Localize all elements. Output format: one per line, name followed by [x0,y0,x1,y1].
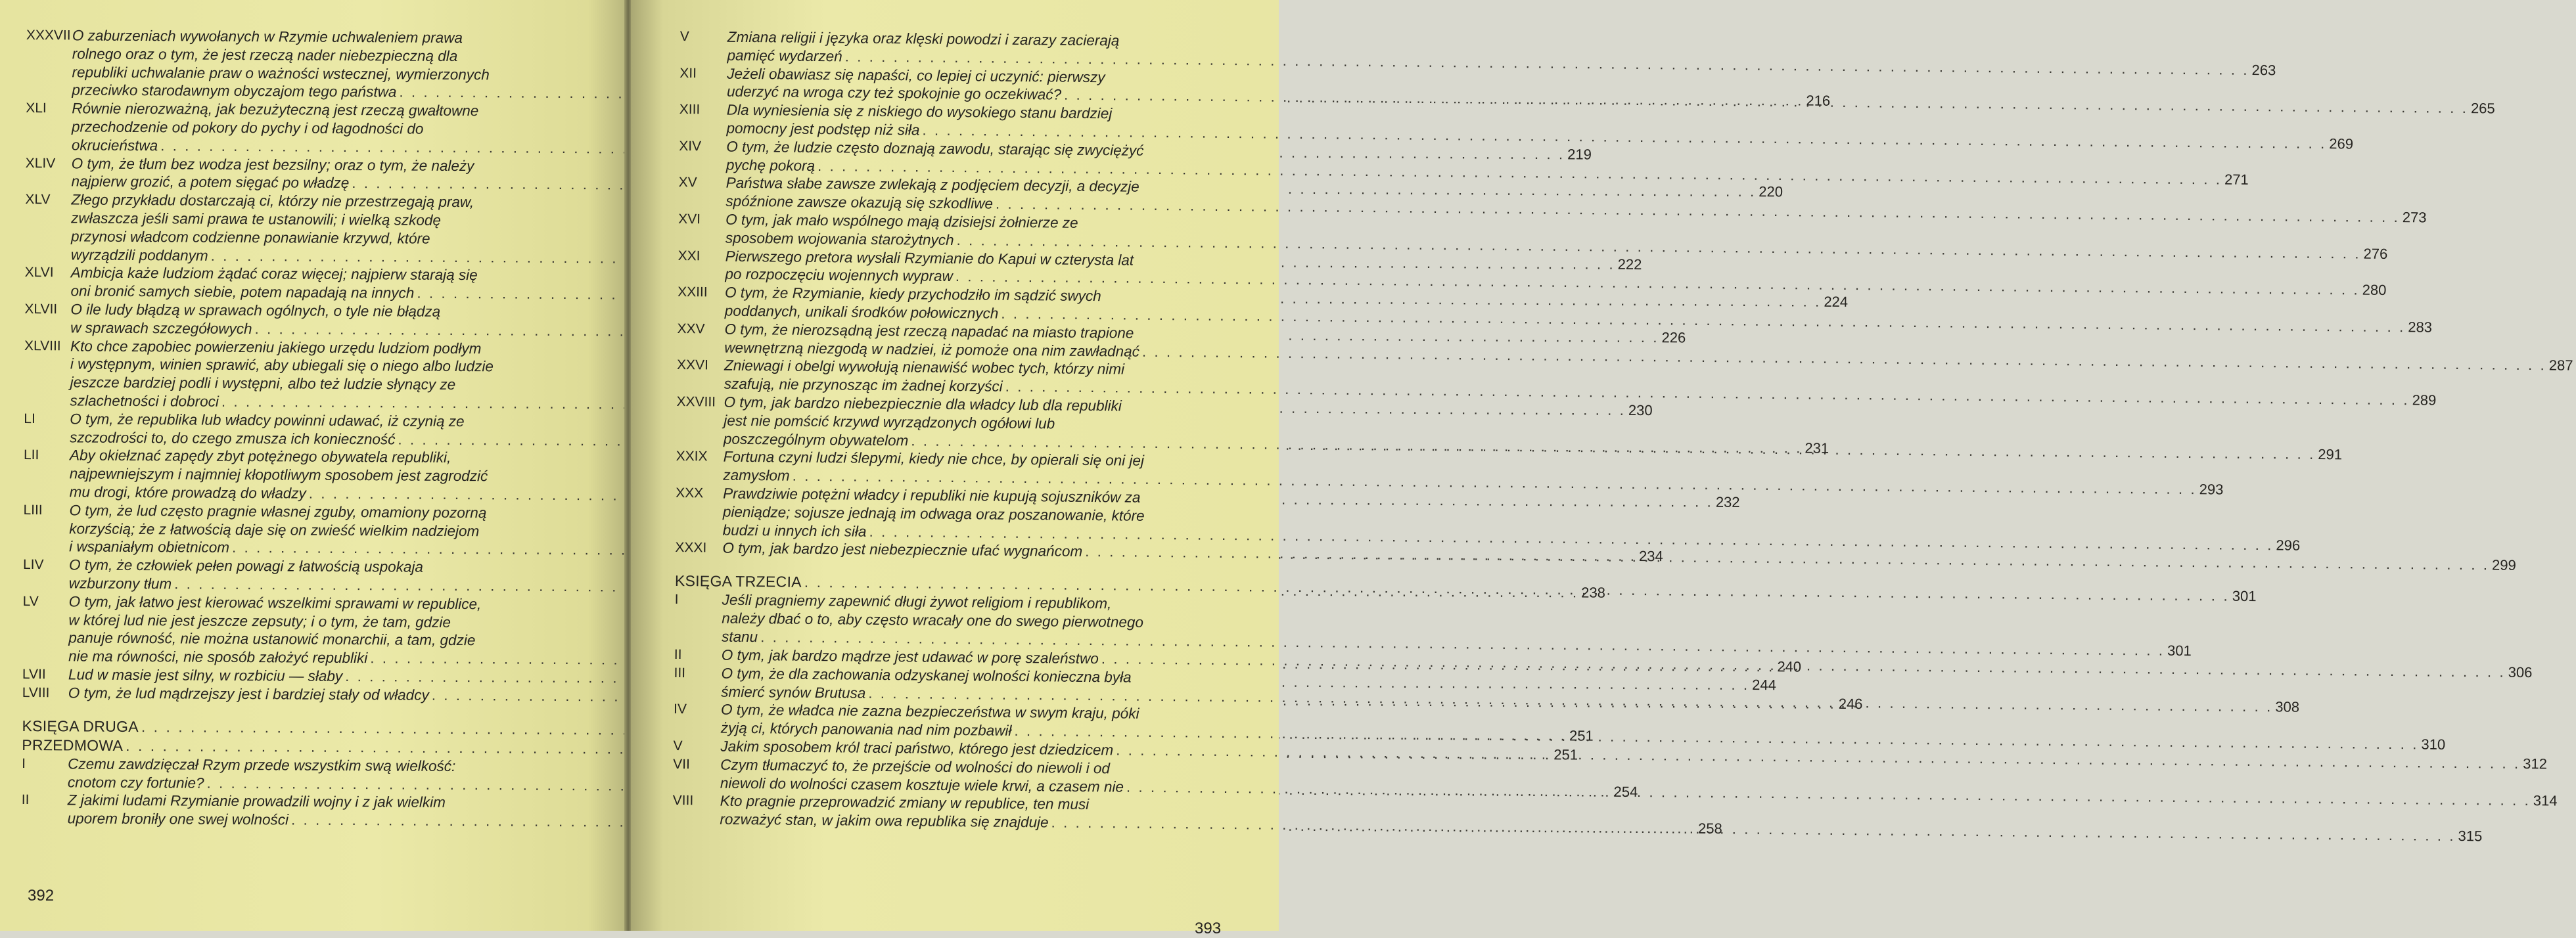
chapter-number: XII [679,65,697,81]
chapter-title-line: oni bronić samych siebie, potem napadają na innych [70,282,415,302]
chapter-title-line: O tym, że lud mądrzejszy jest i bardziej stały od władcy [68,684,429,704]
chapter-title-line: okrucieństwa [71,137,158,154]
chapter-number: LIV [22,557,44,573]
page-reference: 220 [1759,183,1783,200]
chapter-title-line: Lud w masie jest silny, w rozbiciu — słaby [68,666,343,684]
chapter-title-line: poddanych, unikali środków połowicznych [724,302,999,322]
chapter-number: LVIII [22,684,50,701]
chapter-number: V [679,28,689,45]
page-reference: 231 [1805,439,1829,457]
chapter-title-line: budzi u innych ich siła [722,522,867,540]
chapter-title-line: korzyścią; że z łatwością daje się on zwieść wielkim nadziejom [69,520,480,539]
page-reference: 271 [2224,171,2249,188]
chapter-title-line: O ile ludy błądzą w sprawach ogólnych, o tyle nie błądzą [70,301,441,320]
chapter-title-line: jest nie pomścić krzywd wyrządzonych ogółowi lub [724,412,1055,432]
page-reference: 293 [2199,481,2224,498]
chapter-title-line: Kto pragnie przeprowadzić zmiany w republice, ten musi [720,793,1090,813]
chapter-title-line: Jakim sposobem król traci państwo, którego jest dziedzicem [720,738,1114,759]
chapter-number: VIII [672,793,694,809]
page-reference: 226 [1661,328,1686,346]
chapter-title-line: szczodrości to, do czego zmusza ich konieczność [70,428,396,447]
page-reference: 287 [2548,356,2573,374]
page-reference: 310 [2421,736,2446,753]
chapter-title-line: najpierw grozić, a potem sięgać po władzę [71,173,350,192]
chapter-number: XLI [26,100,47,116]
page-reference: 244 [1752,676,1777,694]
chapter-number: XLVII [24,301,58,317]
page-reference: 232 [1715,493,1740,510]
chapter-title-line: należy dbać o to, aby często wracały one do swego pierwotnego [722,610,1144,631]
chapter-title-line: szafują, nie przynosząc im żadnej korzyści [724,375,1003,395]
book-three-heading-title: KSIĘGA TRZECIA [674,572,802,591]
chapter-number: XXV [677,321,705,337]
chapter-number: XXVI [676,357,709,373]
chapter-number: LV [22,593,39,609]
page-reference: 273 [2402,209,2427,226]
page-reference: 308 [2275,698,2300,715]
left-page-number: 392 [28,887,55,904]
chapter-title-line: Pierwszego pretora wysłali Rzymianie do Kapui w czterysta lat [725,248,1134,269]
chapter-title-line: pomocny jest podstęp niż siła [726,120,920,139]
chapter-title-line: Fortuna czyni ludzi ślepymi, kiedy nie chce, by opierali się oni jej [723,448,1145,470]
chapter-title-line: Prawdziwie potężni władcy i republiki nie kupują sojuszników za [723,485,1141,506]
page-reference: 224 [1824,293,1849,311]
chapter-number: II [674,646,682,662]
chapter-number: XLVIII [24,338,61,353]
chapter-title-line: cnotom czy fortunie? [67,774,204,792]
chapter-title-line: jeszcze bardziej podli i występni, albo też ludzie słynący ze [70,374,456,393]
chapter-number: XXXVII [26,27,71,43]
chapter-title-line: O tym, że nierozsądną jest rzeczą napadać na miasto trapione [724,321,1134,342]
chapter-number: IV [673,702,687,717]
chapter-title-line: Dla wyniesienia się z niskiego do wysokiego stanu bardziej [726,101,1113,122]
chapter-number: XXVIII [676,393,716,410]
chapter-number: LVII [22,666,46,682]
chapter-title-line: O tym, jak bardzo mądrze jest udawać w porę szaleństwo [721,646,1099,667]
chapter-title-line: przechodzenie od pokory do pychy i od łagodności do [71,118,424,137]
chapter-title-line: żyją ci, których panowania nad nim pozbawił [720,719,1012,739]
chapter-title-line: uporem broniły one swej wolności [67,810,289,828]
page-reference: 314 [2533,792,2558,809]
page-reference: 312 [2523,755,2548,772]
chapter-title-line: w której lud nie jest jeszcze zepsuty; i o tym, że tam, gdzie [68,611,451,631]
page-reference: 234 [1638,548,1663,565]
chapter-title-line: spóźnione zawsze okazują się szkodliwe [725,192,994,212]
chapter-title-line: O tym, że tłum bez wodza jest bezsilny; oraz o tym, że należy [71,155,474,174]
chapter-title-line: O tym, że człowiek pełen powagi z łatwością uspokaja [68,556,424,575]
chapter-number: LI [24,411,35,426]
page-reference: 222 [1617,256,1642,273]
chapter-title-line: poszczególnym obywatelom [723,430,909,449]
page-reference: 251 [1569,727,1594,744]
chapter-number: I [674,592,679,608]
chapter-title-line: po rozpoczęciu wojennych wypraw [725,266,953,285]
chapter-number: I [22,755,26,771]
page-reference: 306 [2508,663,2533,681]
page-reference: 301 [2167,642,2192,659]
chapter-title-line: zamysłom [723,466,790,484]
chapter-title-line: O tym, że ludzie często doznają zawodu, starając się zwyciężyć [726,138,1144,159]
page-reference: 283 [2408,319,2433,336]
chapter-title-line: pychę pokorą [725,156,816,174]
chapter-title-line: Aby okiełznać zapędy zbyt potężnego obywatela republiki, [69,447,451,466]
chapter-title-line: Z jakimi ludami Rzymianie prowadzili wojny i z jak wielkim [67,792,446,811]
page-reference: 265 [2470,100,2495,117]
chapter-title-line: i występnym, winien sprawić, aby ubiegali się o niego albo ludzie [70,355,494,375]
chapter-title-line: śmierć synów Brutusa [721,683,866,702]
chapter-title-line: Czemu zawdzięczał Rzym przede wszystkim swą wielkość: [68,755,456,774]
chapter-title-line: nie ma równości, nie sposób założyć republiki [68,648,368,667]
page-reference: 238 [1581,584,1605,601]
chapter-title-line: stanu [721,628,758,646]
chapter-title-line: sposobem wojowania starożytnych [725,229,954,248]
chapter-title-line: O zaburzeniach wywołanych w Rzymie uchwaleniem prawa [72,27,463,47]
page-reference: 291 [2318,445,2343,462]
chapter-title-line: szlachetności i dobroci [70,392,219,410]
chapter-title-line: Złego przykładu dostarczają ci, którzy nie przestrzegają praw, [71,191,474,211]
chapter-title-line: republiki uchwalanie praw o ważności wstecznej, wymierzonych [72,64,490,83]
chapter-title-line: Czym tłumaczyć to, że przejście od wolności do niewoli i od [720,756,1111,777]
page-reference: 296 [2276,536,2301,554]
chapter-title-line: w sprawach szczegółowych [70,319,252,337]
page-reference: 258 [1697,820,1722,838]
chapter-title-line: Państwa słabe zawsze zwlekają z podjęciem decyzji, a decyzje [725,175,1139,196]
page-reference: 251 [1553,746,1578,763]
chapter-title-line: pieniądze; sojusze jednają im odwaga oraz poszanowanie, które [722,503,1145,524]
chapter-title-line: uderzyć na wroga czy też spokojnie go oczekiwać? [726,83,1062,103]
chapter-title-line: rolnego oraz o tym, że jest rzeczą nader niebezpieczną dla [72,45,458,64]
chapter-title-line: O tym, że władca nie zazna bezpieczeństwa w swym kraju, póki [720,701,1139,723]
page-reference: 263 [2251,61,2276,79]
chapter-number: XV [678,175,697,190]
chapter-title-line: Równie nierozważną, jak bezużyteczną jest rzeczą gwałtowne [72,100,479,120]
chapter-number: XXIX [676,449,708,464]
chapter-number: XLVI [24,265,54,280]
chapter-title-line: Zniewagi i obelgi wywołują nienawiść wobec tych, którzy nimi [724,357,1125,378]
chapter-number: VII [673,756,691,772]
chapter-title-line: Jeżeli obawiasz się napaści, co lepiej ci uczynić: pierwszy [727,65,1105,85]
chapter-title-line: O tym, że lud często pragnie własnej zguby, omamiony pozorną [69,502,487,522]
book-two-heading-title: KSIĘGA DRUGA [22,717,139,735]
chapter-title-line: zwłaszcza jeśli sami prawa te ustanowili; i wielką szkodę [71,210,442,229]
page-reference: 230 [1628,401,1653,419]
chapter-title-line: Kto chce zapobiec powierzeniu jakiego urzędu ludziom podłym [70,337,482,357]
chapter-title-line: Jeśli pragniemy zapewnić długi żywot religiom i republikom, [722,591,1112,612]
chapter-number: LII [23,447,39,463]
chapter-number: XIV [679,138,702,154]
chapter-title-line: mu drogi, które prowadzą do władzy [69,483,306,502]
page-reference: 269 [2329,135,2354,152]
page-reference: 246 [1838,695,1863,712]
chapter-title-line: Zmiana religii i języka oraz klęski powodzi i zarazy zacierają [727,28,1120,49]
chapter-number: XVI [678,211,701,227]
chapter-title-line: O tym, jak łatwo jest kierować wszelkimi sprawami w republice, [68,593,482,612]
chapter-number: V [673,738,683,753]
chapter-title-line: O tym, jak mało wspólnego mają dzisiejsi żołnierze ze [725,211,1078,231]
page-reference: 280 [2362,281,2387,299]
chapter-number: XXIII [678,284,708,300]
page-reference: 216 [1806,92,1831,110]
page-reference: 315 [2458,828,2483,845]
page-reference: 289 [2412,391,2437,409]
page-reference: 276 [2363,245,2388,262]
right-page-number: 393 [1195,920,1222,937]
chapter-title-line: O tym, jak bardzo niebezpiecznie dla władcy lub dla republiki [724,393,1122,414]
chapter-number: XXI [678,248,701,263]
chapter-number: XIII [679,102,701,118]
chapter-title-line: niewoli do wolności czasem kosztuje wiele krwi, a czasem nie [720,774,1124,795]
chapter-title-line: i wspaniałym obietnicom [69,538,230,556]
chapter-title-line: wzburzony tłum [68,575,172,592]
chapter-number: LIII [23,502,43,518]
page-reference: 240 [1777,658,1802,675]
chapter-title-line: wyrządzili poddanym [70,246,208,264]
page-reference: 254 [1613,783,1638,800]
chapter-title-line: O tym, że Rzymianie, kiedy przychodziło im sądzić swych [725,284,1101,305]
chapter-title-line: przeciwko starodawnym obyczajom tego państwa [72,81,397,100]
chapter-title-line: przynosi władcom codzienne ponawianie krzywd, które [70,228,430,247]
chapter-title-line: panuje równość, nie można ustanowić monarchii, a tam, gdzie [68,629,476,649]
chapter-title-line: O tym, że republika lub władcy powinni udawać, iż czynią ze [70,411,465,430]
chapter-number: II [21,792,30,808]
chapter-number: III [674,665,686,681]
preface-heading-title: PRZEDMOWA [22,736,124,754]
page-reference: 299 [2491,556,2516,574]
chapter-title-line: pamięć wydarzeń [727,47,842,65]
chapter-number: XLV [25,192,51,208]
chapter-title-line: O tym, jak bardzo jest niebezpiecznie ufać wygnańcom [722,539,1083,560]
page-reference: 219 [1567,146,1592,163]
chapter-title-line: O tym, że dla zachowania odzyskanej wolności konieczna była [721,665,1132,686]
chapter-number: XXXI [675,540,707,556]
chapter-title-line: rozważyć stan, w jakim owa republika się znajduje [720,811,1049,831]
page-reference: 301 [2232,588,2257,605]
chapter-number: XLIV [25,155,56,171]
chapter-number: XXX [676,485,704,501]
chapter-title-line: Ambicja każe ludziom żądać coraz więcej; najpierw starają się [70,264,478,284]
chapter-title-line: wewnętrzną niezgodą w nadziei, iż pomoże ona nim zawładnąć [724,339,1140,360]
chapter-title-line: najpewniejszym i najmniej kłopotliwym sposobem jest zagrodzić [69,465,488,485]
